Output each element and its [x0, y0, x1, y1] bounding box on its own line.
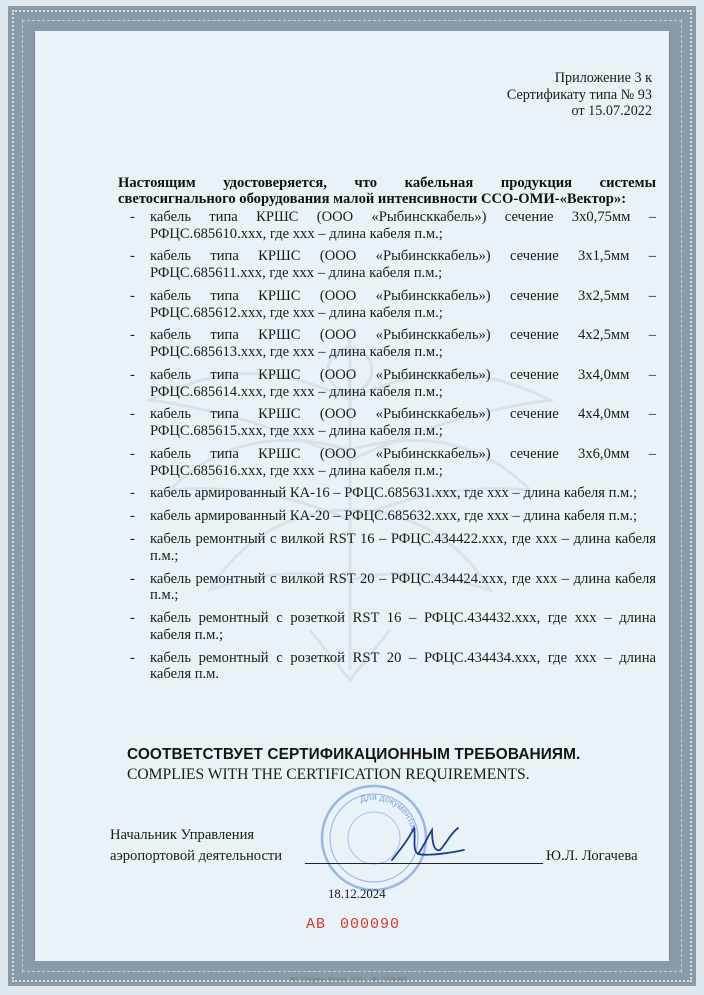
- list-bullet: -: [130, 209, 135, 225]
- list-item: [118, 485, 656, 502]
- svg-text:Для документов: Для документов: [358, 791, 420, 833]
- list-item: [118, 209, 656, 242]
- list-bullet: -: [130, 366, 135, 383]
- list-item-text: кабель типа КРШС (ООО «Рыбинсккабель») сечение 3х6,0мм – РФЦС.685616.ххх, где ххх – длина кабеля п.м.;: [150, 445, 656, 479]
- list-item: [118, 406, 656, 439]
- list-item-text: кабель ремонтный с розеткой RST 16 – РФЦС.434432.ххх, где ххх – длина кабеля п.м.;: [150, 610, 656, 643]
- list-bullet: -: [130, 445, 135, 462]
- list-item-text: кабель ремонтный с вилкой RST 20 – РФЦС.434424.ххх, где ххх – длина кабеля п.м.;: [150, 570, 656, 604]
- serial-series: АВ: [306, 916, 327, 933]
- list-bullet: -: [130, 327, 135, 344]
- list-item-text: кабель армированный КА-20 – РФЦС.685632.ххх, где ххх – длина кабеля п.м.;: [150, 508, 637, 525]
- list-item-text: кабель ремонтный с вилкой RST 16 – РФЦС.434422.ххх, где ххх – длина кабеля п.м.;: [150, 531, 656, 564]
- serial-number: [306, 916, 414, 933]
- list-bullet: -: [130, 531, 135, 548]
- signatory-title-line1: Начальник Управления: [110, 827, 255, 843]
- list-bullet: -: [130, 649, 135, 666]
- list-item: [118, 327, 656, 360]
- list-item-text: кабель армированный КА-16 – РФЦС.685631.ххх, где ххх – длина кабеля п.м.;: [150, 485, 637, 502]
- list-item-text: кабель типа КРШС (ООО «Рыбинсккабель») сечение 4х2,5мм – РФЦС.685613.ххх, где ххх – длина кабеля п.м.;: [150, 327, 656, 361]
- list-bullet: -: [130, 287, 135, 304]
- list-item: [118, 446, 656, 479]
- list-item-text: кабель ремонтный с розеткой RST 20 – РФЦС.434434.ххх, где ххх – длина кабеля п.м.: [150, 649, 656, 683]
- list-bullet: -: [130, 406, 135, 423]
- list-bullet: -: [130, 248, 135, 265]
- list-item: [118, 248, 656, 281]
- signatory-name: Ю.Л. Логачева: [546, 848, 638, 864]
- list-item: [118, 610, 656, 643]
- printer-footer: АО «Опцион», Москва, 2020 г., «В», ТЗ № 522: [290, 977, 408, 983]
- list-item-text: кабель типа КРШС (ООО «Рыбинсккабель») сечение 3х2,5мм – РФЦС.685612.ххх, где ххх – длина кабеля п.м.;: [150, 287, 656, 321]
- handwritten-signature: [388, 820, 468, 866]
- appendix-header: [507, 70, 652, 120]
- list-item-text: кабель типа КРШС (ООО «Рыбинсккабель») сечение 3х1,5мм – РФЦС.685611.ххх, где ххх – длина кабеля п.м.;: [150, 248, 656, 282]
- list-item-text: кабель типа КРШС (ООО «Рыбинсккабель») сечение 4х4,0мм – РФЦС.685615.ххх, где ххх – длина кабеля п.м.;: [150, 406, 656, 440]
- list-item: [118, 571, 656, 604]
- compliance-statement-en: COMPLIES WITH THE CERTIFICATION REQUIREMENTS.: [127, 766, 530, 783]
- list-item: [118, 531, 656, 564]
- serial-number-value: 000090: [340, 916, 401, 933]
- list-item: [118, 508, 656, 525]
- signatory-title-line2: аэропортовой деятельности: [110, 848, 283, 864]
- compliance-statement-ru: СООТВЕТСТВУЕТ СЕРТИФИКАЦИОННЫМ ТРЕБОВАНИЯМ.: [127, 746, 581, 763]
- list-bullet: -: [130, 610, 135, 627]
- appendix-line: Приложение 3 к: [554, 70, 652, 86]
- list-item-text: кабель типа КРШС (ООО «Рыбинсккабель») сечение 3х4,0мм – РФЦС.685614.ххх, где ххх – длина кабеля п.м.;: [150, 366, 656, 400]
- intro-statement: Настоящим удостоверяется, что кабельная продукция системы светосигнального оборудования малой интенсивности ССО-ОМИ-«Вектор»:: [118, 175, 656, 208]
- list-bullet: -: [130, 485, 135, 502]
- issue-date: 18.12.2024: [328, 887, 386, 901]
- list-item-text: кабель типа КРШС (ООО «Рыбинсккабель») сечение 3х0,75мм – РФЦС.685610.ххх, где ххх – длина кабеля п.м.;: [150, 209, 656, 242]
- list-item: [118, 367, 656, 400]
- list-item: [118, 650, 656, 683]
- list-item: [118, 288, 656, 321]
- certificate-reference: Сертификату типа № 93: [506, 86, 652, 103]
- list-bullet: -: [130, 508, 135, 525]
- list-bullet: -: [130, 570, 135, 587]
- certificate-date: от 15.07.2022: [571, 103, 652, 119]
- signature-line: [305, 863, 543, 864]
- product-list: [118, 209, 656, 689]
